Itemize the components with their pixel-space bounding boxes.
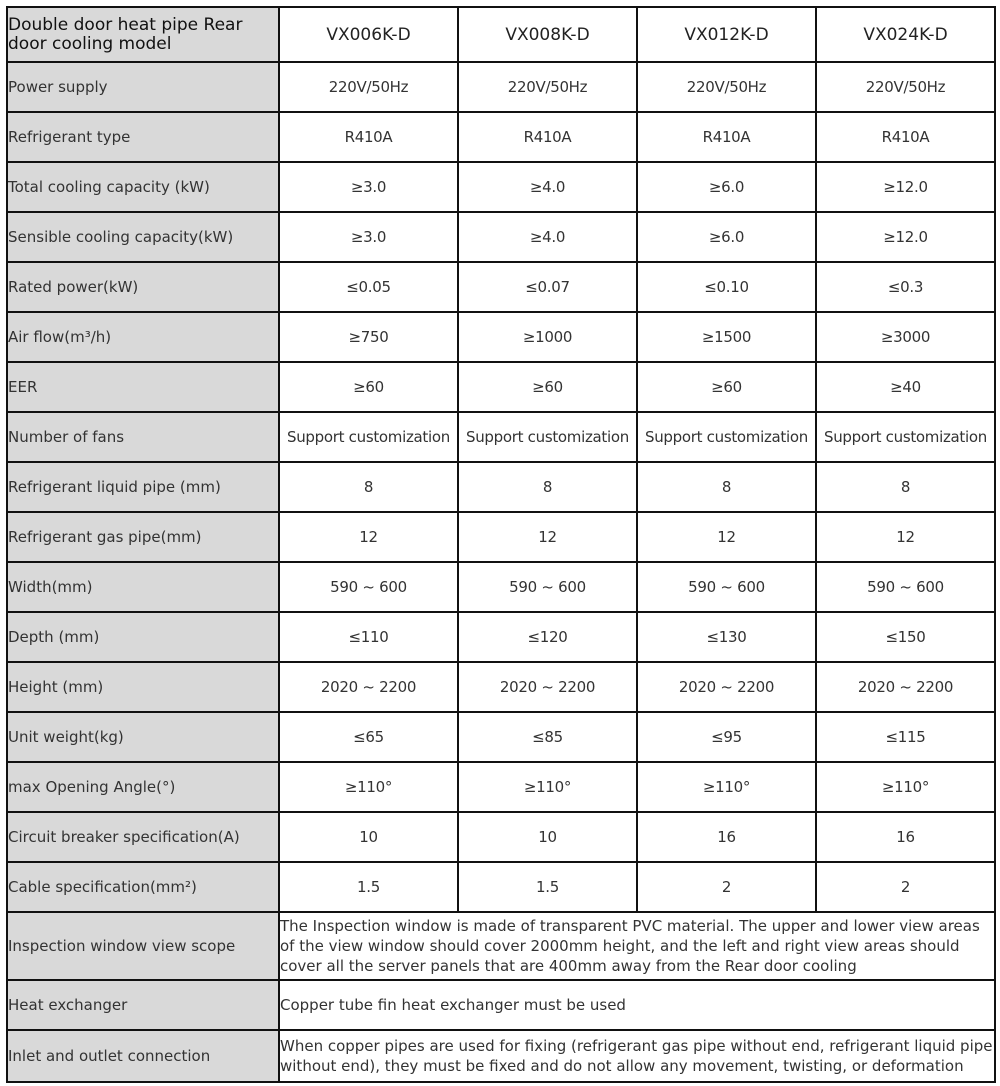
table-cell: 220V/50Hz: [816, 62, 995, 112]
table-body: [7, 62, 995, 1082]
row-label: Heat exchanger: [7, 980, 279, 1030]
table-cell: ≥60: [637, 362, 816, 412]
table-row: [7, 412, 995, 462]
table-cell: ≥3.0: [279, 212, 458, 262]
table-cell: Support customization: [637, 412, 816, 462]
table-cell: 2020 ~ 2200: [279, 662, 458, 712]
table-cell: ≥110°: [637, 762, 816, 812]
table-row: [7, 62, 995, 112]
table-cell: 2020 ~ 2200: [637, 662, 816, 712]
table-cell: R410A: [458, 112, 637, 162]
table-cell: ≥110°: [816, 762, 995, 812]
table-cell: ≤150: [816, 612, 995, 662]
table-row: [7, 812, 995, 862]
row-label: Inspection window view scope: [7, 912, 279, 980]
table-row: [7, 362, 995, 412]
row-label: Sensible cooling capacity(kW): [7, 212, 279, 262]
table-row: [7, 712, 995, 762]
table-cell: ≥6.0: [637, 162, 816, 212]
table-cell: ≥3000: [816, 312, 995, 362]
table-cell: 10: [458, 812, 637, 862]
table-cell: 1.5: [279, 862, 458, 912]
table-cell: ≤95: [637, 712, 816, 762]
table-cell: ≥750: [279, 312, 458, 362]
table-cell: ≤65: [279, 712, 458, 762]
table-cell: R410A: [637, 112, 816, 162]
table-cell: ≤115: [816, 712, 995, 762]
table-cell: ≥1000: [458, 312, 637, 362]
table-cell: 2: [637, 862, 816, 912]
table-cell: R410A: [816, 112, 995, 162]
spanned-cell: Copper tube fin heat exchanger must be used: [279, 980, 995, 1030]
table-cell: 220V/50Hz: [458, 62, 637, 112]
table-cell: ≥110°: [458, 762, 637, 812]
row-label: Refrigerant type: [7, 112, 279, 162]
row-label: Power supply: [7, 62, 279, 112]
table-cell: ≥6.0: [637, 212, 816, 262]
row-label: max Opening Angle(°): [7, 762, 279, 812]
table-cell: 16: [816, 812, 995, 862]
table-row: [7, 262, 995, 312]
row-label: Air flow(m³/h): [7, 312, 279, 362]
table-cell: 10: [279, 812, 458, 862]
table-cell: ≥12.0: [816, 162, 995, 212]
table-row: [7, 1030, 995, 1082]
table-cell: ≤120: [458, 612, 637, 662]
table-cell: 1.5: [458, 862, 637, 912]
model-header: VX012K-D: [637, 7, 816, 62]
row-label: Refrigerant liquid pipe (mm): [7, 462, 279, 512]
table-cell: 590 ~ 600: [279, 562, 458, 612]
table-cell: ≤130: [637, 612, 816, 662]
spanned-cell: When copper pipes are used for fixing (refrigerant gas pipe without end, refrigerant liquid pipe without end), they must be fixed and do not allow any movement, twisting, or deformation: [279, 1030, 995, 1082]
table-cell: ≤0.05: [279, 262, 458, 312]
table-cell: ≥1500: [637, 312, 816, 362]
spec-table: [6, 6, 996, 1083]
table-cell: 590 ~ 600: [637, 562, 816, 612]
table-cell: 220V/50Hz: [637, 62, 816, 112]
table-cell: 12: [637, 512, 816, 562]
table-cell: ≤0.07: [458, 262, 637, 312]
table-cell: 590 ~ 600: [458, 562, 637, 612]
table-cell: 12: [458, 512, 637, 562]
table-row: [7, 862, 995, 912]
spanned-cell: The Inspection window is made of transparent PVC material. The upper and lower view areas of the view window should cover 2000mm height, and the left and right view areas should cover all the server panels that are 400mm away from the Rear door cooling: [279, 912, 995, 980]
header-row: [7, 7, 995, 62]
table-cell: ≥4.0: [458, 162, 637, 212]
table-cell: R410A: [279, 112, 458, 162]
table-row: [7, 612, 995, 662]
table-cell: Support customization: [458, 412, 637, 462]
table-row: [7, 762, 995, 812]
table-row: [7, 312, 995, 362]
table-cell: 2: [816, 862, 995, 912]
table-cell: 8: [279, 462, 458, 512]
table-cell: ≥40: [816, 362, 995, 412]
table-row: [7, 912, 995, 980]
row-label: EER: [7, 362, 279, 412]
table-cell: 16: [637, 812, 816, 862]
table-cell: 12: [816, 512, 995, 562]
row-label: Cable specification(mm²): [7, 862, 279, 912]
table-row: [7, 562, 995, 612]
table-cell: 8: [637, 462, 816, 512]
row-label: Inlet and outlet connection: [7, 1030, 279, 1082]
table-cell: 2020 ~ 2200: [816, 662, 995, 712]
corner-header: Double door heat pipe Rear door cooling model: [7, 7, 279, 62]
table-row: [7, 212, 995, 262]
table-row: [7, 512, 995, 562]
row-label: Depth (mm): [7, 612, 279, 662]
table-row: [7, 162, 995, 212]
table-cell: ≤0.3: [816, 262, 995, 312]
table-cell: ≤0.10: [637, 262, 816, 312]
model-header: VX008K-D: [458, 7, 637, 62]
table-row: [7, 462, 995, 512]
row-label: Unit weight(kg): [7, 712, 279, 762]
model-header: VX006K-D: [279, 7, 458, 62]
row-label: Rated power(kW): [7, 262, 279, 312]
row-label: Height (mm): [7, 662, 279, 712]
row-label: Total cooling capacity (kW): [7, 162, 279, 212]
row-label: Refrigerant gas pipe(mm): [7, 512, 279, 562]
table-cell: ≥60: [458, 362, 637, 412]
table-cell: 590 ~ 600: [816, 562, 995, 612]
table-cell: ≤85: [458, 712, 637, 762]
table-cell: 2020 ~ 2200: [458, 662, 637, 712]
row-label: Circuit breaker specification(A): [7, 812, 279, 862]
model-header: VX024K-D: [816, 7, 995, 62]
table-cell: 8: [458, 462, 637, 512]
table-cell: ≥60: [279, 362, 458, 412]
table-cell: 12: [279, 512, 458, 562]
table-cell: Support customization: [279, 412, 458, 462]
row-label: Width(mm): [7, 562, 279, 612]
table-row: [7, 112, 995, 162]
table-cell: ≥12.0: [816, 212, 995, 262]
table-cell: Support customization: [816, 412, 995, 462]
table-cell: 8: [816, 462, 995, 512]
table-cell: ≥3.0: [279, 162, 458, 212]
row-label: Number of fans: [7, 412, 279, 462]
table-cell: ≥4.0: [458, 212, 637, 262]
table-row: [7, 980, 995, 1030]
table-cell: ≥110°: [279, 762, 458, 812]
table-cell: 220V/50Hz: [279, 62, 458, 112]
table-row: [7, 662, 995, 712]
table-cell: ≤110: [279, 612, 458, 662]
